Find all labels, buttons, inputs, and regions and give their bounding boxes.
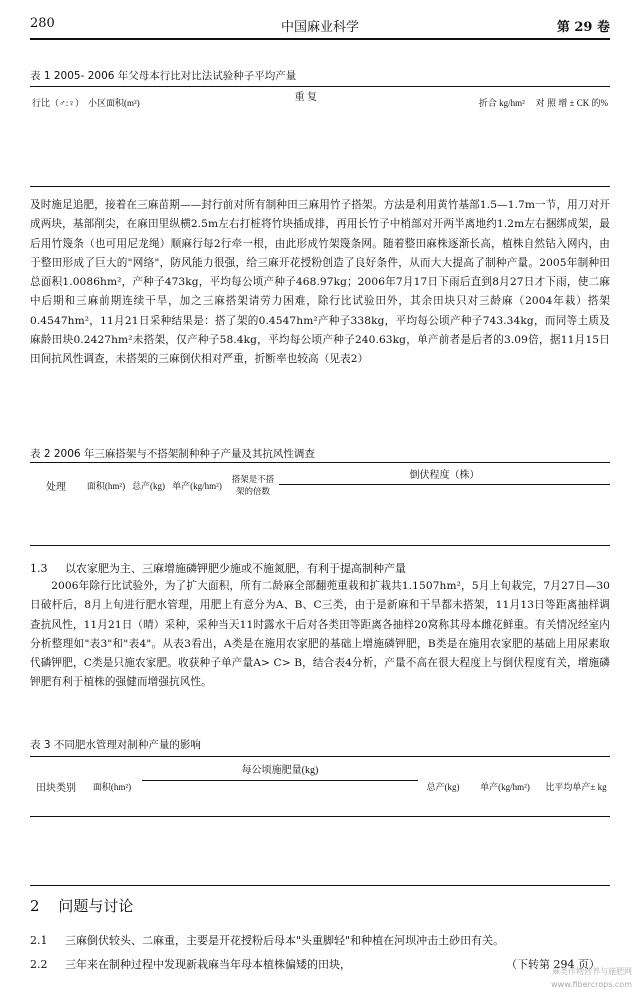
t1-head-yield: 折合 kg/hm²	[478, 97, 525, 108]
p22-number: 2.2	[30, 958, 48, 971]
page-number: 280	[30, 16, 55, 31]
continued-note: （下转第 294 页）	[506, 958, 600, 971]
table1-caption: 表 1 2005- 2006 年父母本行比对比法试验种子平均产量	[30, 70, 297, 82]
table2-caption: 表 2 2006 年三麻搭架与不搭架制种种子产量及其抗风性调查	[30, 448, 315, 460]
t2-head-multiple: 搭架是不搭架的倍数	[231, 474, 275, 496]
table3-bottom-rule	[30, 885, 610, 886]
table3-top-rule	[30, 756, 610, 757]
p21-number: 2.1	[30, 934, 48, 947]
t3-head-unit: 单产(kg/hm²)	[480, 782, 530, 793]
t3-head-plot: 田块类别	[36, 783, 76, 795]
t2-head-area: 面积(hm²)	[86, 480, 126, 491]
t1-head-compare: 对 照 增 ± CK 的%	[535, 97, 608, 108]
p22-text: 三年来在制种过程中发现新栽麻当年母本植株偏矮的田块，	[65, 958, 351, 971]
section-2-number: 2	[30, 897, 40, 915]
volume-label: 第 29 卷	[556, 20, 610, 35]
section-2-heading	[30, 895, 133, 916]
t2-head-treat: 处理	[46, 481, 66, 493]
table3	[30, 758, 610, 822]
table1-bottom-rule	[30, 186, 610, 187]
journal-title: 中国麻业科学	[280, 20, 359, 35]
t1-head-ratio: 行比（♂:♀）	[32, 97, 85, 108]
table2-bottom-rule	[30, 545, 610, 546]
header-rule	[30, 38, 610, 40]
table2	[30, 464, 610, 506]
section-number: 1.3	[30, 562, 48, 575]
t2-head-unit: 单产(kg/hm²)	[172, 480, 222, 491]
section-2-title: 问题与讨论	[58, 897, 134, 915]
t2-head-lodging: 倒伏程度（株）	[279, 464, 610, 484]
t2-head-total: 总产(kg)	[132, 480, 165, 491]
body-paragraph-1: 及时施足追肥，接着在三麻苗期——封行前对所有制种田三麻用竹子搭架。方法是利用黄竹基部1.5—1.7m一节，用刀对开成两块，基部削尖，在麻田里纵横2.5m左右打桩将竹块插成排，再用长竹子中梢部对开两半离地约1.2m左右捆绑成架，最后用竹篾条（也可用尼龙绳）顺麻行每2行牵一根，由此形成竹架篾条网。随着整田麻株逐渐长高，植株自然钻入网内，由于整田形成了巨大的"网络"，防风能力很强，给三麻开花授粉创造了良好条件，从而大大提高了制种产量。2005年制种田总面积1.0086hm²，产种子473kg，平均每公顷产种子468.97kg；2006年7月17日下雨后直到8月27日才下雨，使二麻中后期和三麻前期连续干旱，加之三麻搭架请劳力困难，除行比试验田外，其余田块只对三龄麻（2004年栽）搭架0.4547hm²，11月21日采种结果是：搭了架的0.4547hm²产种子338kg，平均每公顷产种子743.34kg，而同等土质及麻龄田块0.2427hm²未搭架，仅产种子58.4kg，平均每公顷产种子240.63kg，单产前者是后者的3.09倍，据11月15日田间抗风性调查，未搭架的三麻倒伏相对严重，折断率也较高（见表2）	[30, 199, 610, 366]
watermark-line-1: 麻类作物营养与施肥网	[552, 967, 632, 976]
section-1-3-heading	[30, 560, 610, 576]
t3-head-area: 面积(hm²)	[92, 782, 132, 793]
section-1-3-body: 2006年除行比试验外，为了扩大面积，所有二龄麻全部翻蔸重栽和扩栽共1.1507hm²，5月上旬栽完，7月27日—30日破杆后，8月上旬进行肥水管理，用肥上有意分为A、B、C三类，由于是新麻和干旱都未搭架，11月13日等距离抽样调查抗风性，11月21日（晴）采种，采种当天11时露水干后对各类田等距离各抽样20窝称其母本雌花鲜重。有关情况经室内分析整理如"表3"和"表4"。从表3看出，A类是在施用农家肥的基础上增施磷钾肥，B类是在施用农家肥的基础上用尿素取代磷钾肥，C类是只施农家肥。收获种子单产量A> C> B，结合表4分析，产量不高在很大程度上与倒伏程度有关，增施磷钾肥有利于植株的强健而增强抗风性。	[30, 580, 610, 689]
section-title: 以农家肥为主、三麻增施磷钾肥少施或不施氮肥，有利于提高制种产量	[65, 562, 406, 575]
t3-head-total: 总产(kg)	[426, 782, 460, 793]
table3-caption: 表 3 不同肥水管理对制种产量的影响	[30, 739, 201, 751]
t1-head-repeat: 重 复	[294, 92, 317, 103]
table1-top-rule	[30, 86, 610, 87]
t3-head-fert: 每公顷施肥量(kg)	[142, 758, 418, 780]
paragraph-2-1	[30, 932, 610, 948]
table1	[30, 88, 610, 116]
t1-head-area: 小区面积(m²)	[88, 97, 140, 108]
t3-head-compare: 比平均单产± kg	[545, 782, 607, 793]
table2-top-rule	[30, 462, 610, 463]
watermark-line-2: www.fibercrops.com	[551, 980, 632, 989]
p21-text: 三麻倒伏较头、二麻重，主要是开花授粉后母本"头重脚轻"和种植在河坝冲击土砂田有关。	[65, 934, 505, 947]
